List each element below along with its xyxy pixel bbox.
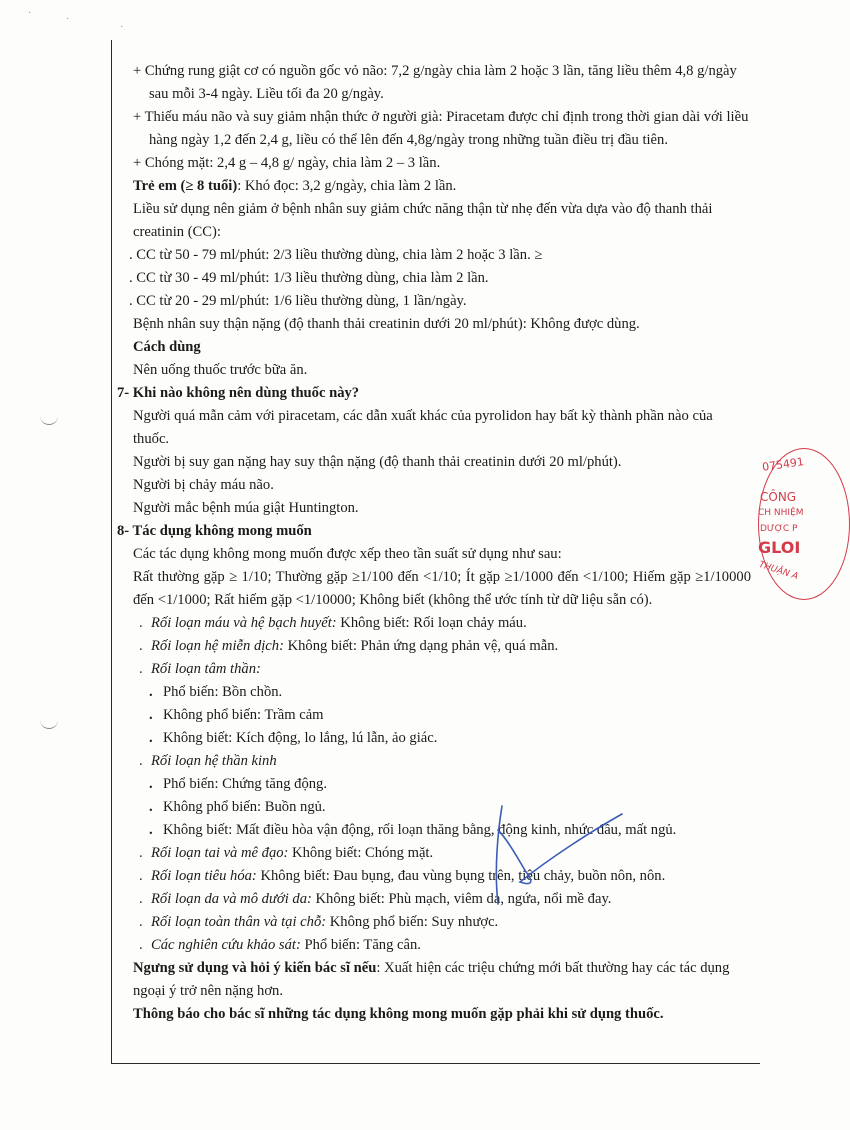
ae-immune: . Rối loạn hệ miễn dịch: Không biết: Phản ứng dạng phản vệ, quá mẫn.	[139, 638, 559, 654]
ae-general: . Rối loạn toàn thân và tại chỗ: Không phổ biến: Suy nhược.	[139, 914, 499, 930]
notify-doctor: Thông báo cho bác sĩ những tác dụng không mong muốn gặp phải khi sử dụng thuốc.	[133, 1006, 664, 1022]
document-body	[111, 60, 751, 1026]
frequency-intro: Các tác dụng không mong muốn được xếp theo tần suất sử dụng như sau:	[133, 546, 562, 562]
usage-text: Nên uống thuốc trước bữa ăn.	[133, 362, 308, 378]
ae-nervous-unknown: . Không biết: Mất điều hòa vận động, rối loạn thăng bằng, động kinh, nhức đầu, mất ngủ.	[149, 822, 677, 838]
usage-heading: Cách dùng	[133, 339, 201, 355]
ae-blood-lymph: . Rối loạn máu và hệ bạch huyết: Không biết: Rối loạn chảy máu.	[139, 615, 527, 631]
ae-psychiatric-common: . Phổ biến: Bồn chồn.	[149, 684, 283, 700]
dosage-vertigo: + Chóng mặt: 2,4 g – 4,8 g/ ngày, chia làm 2 – 3 lần.	[133, 155, 441, 171]
contraindication-4: Người mắc bệnh múa giật Huntington.	[133, 500, 359, 516]
contraindication-1: Người quá mẫn cảm với piracetam, các dẫn xuất khác của pyrolidon hay bất kỳ thành phần nào của thuốc.	[133, 408, 713, 447]
punch-hole-mark	[40, 716, 58, 729]
scan-speck: ·	[28, 8, 32, 19]
ae-ear: . Rối loạn tai và mê đạo: Không biết: Chóng mặt.	[139, 845, 434, 861]
ae-gastro: . Rối loạn tiêu hóa: Không biết: Đau bụng, đau vùng bụng trên, tiêu chảy, buồn nôn, nôn.	[139, 868, 666, 884]
company-stamp: 075491 CÔNG CH NHIỆM DƯỢC P GLOI THUẬN A	[758, 448, 818, 598]
ae-nervous: . Rối loạn hệ thần kinh	[139, 753, 277, 769]
frequency-definitions: Rất thường gặp ≥ 1/10; Thường gặp ≥1/100 đến <1/10; Ít gặp ≥1/1000 đến <1/100; Hiếm gặp ≥1/10000 đến <1/1000; Rất hiếm gặp <1/10000; Không biết (không thể ước tính từ dữ liệu sẵn có).	[133, 569, 751, 608]
children-dosage: : Khó đọc: 3,2 g/ngày, chia làm 2 lần.	[237, 178, 457, 194]
contraindication-2: Người bị suy gan nặng hay suy thận nặng (độ thanh thải creatinin dưới 20 ml/phút).	[133, 454, 622, 470]
renal-severe: Bệnh nhân suy thận nặng (độ thanh thải creatinin dưới 20 ml/phút): Không được dùng.	[133, 316, 640, 332]
contraindication-3: Người bị chảy máu não.	[133, 477, 274, 493]
ae-psychiatric: . Rối loạn tâm thần:	[139, 661, 261, 677]
ae-investigations: . Các nghiên cứu khảo sát: Phổ biến: Tăng cân.	[139, 937, 421, 953]
renal-cc-50-79: . CC từ 50 - 79 ml/phút: 2/3 liều thường dùng, chia làm 2 hoặc 3 lần. ≥	[129, 247, 543, 263]
renal-adjustment-intro: Liều sử dụng nên giảm ở bệnh nhân suy giảm chức năng thận từ nhẹ đến vừa dựa vào độ thanh thải creatinin (CC):	[133, 201, 713, 240]
dosage-cerebral-ischemia: + Thiếu máu não và suy giảm nhận thức ở người già: Piracetam được chỉ định trong thời gian dài với liều hàng ngày 1,2 đến 2,4 g, liều có thể lên đến 4,8g/ngày trong những tuần điều trị đầu tiên.	[133, 109, 749, 148]
scan-speck: ·	[66, 14, 70, 25]
ae-psychiatric-uncommon: . Không phổ biến: Trầm cảm	[149, 707, 324, 723]
renal-cc-30-49: . CC từ 30 - 49 ml/phút: 1/3 liều thường dùng, chia làm 2 lần.	[129, 270, 489, 286]
ae-psychiatric-unknown: . Không biết: Kích động, lo lắng, lú lẫn, ảo giác.	[149, 730, 438, 746]
punch-hole-mark	[40, 412, 58, 425]
dosage-children	[111, 175, 751, 198]
ae-nervous-common: . Phổ biến: Chứng tăng động.	[149, 776, 327, 792]
renal-cc-20-29: . CC từ 20 - 29 ml/phút: 1/6 liều thường dùng, 1 lần/ngày.	[129, 293, 467, 309]
scan-speck: ·	[120, 22, 124, 33]
ae-nervous-uncommon: . Không phổ biến: Buồn ngủ.	[149, 799, 326, 815]
section-8-heading: 8- Tác dụng không mong muốn	[117, 523, 312, 539]
dosage-myoclonus: + Chứng rung giật cơ có nguồn gốc vỏ não: 7,2 g/ngày chia làm 2 hoặc 3 lần, tăng liều thêm 4,8 g/ngày sau mỗi 3-4 ngày. Liều tối đa 20 g/ngày.	[133, 63, 737, 102]
children-label: Trẻ em (≥ 8 tuổi)	[133, 178, 238, 194]
ae-skin: . Rối loạn da và mô dưới da: Không biết: Phù mạch, viêm da, ngứa, nổi mề đay.	[139, 891, 612, 907]
stop-use-advice: Ngưng sử dụng và hỏi ý kiến bác sĩ nếu: Xuất hiện các triệu chứng mới bất thường hay các tác dụng ngoại ý trở nên nặng hơn.	[133, 960, 730, 999]
section-7-heading: 7- Khi nào không nên dùng thuốc này?	[117, 385, 360, 401]
signature	[480, 800, 630, 910]
